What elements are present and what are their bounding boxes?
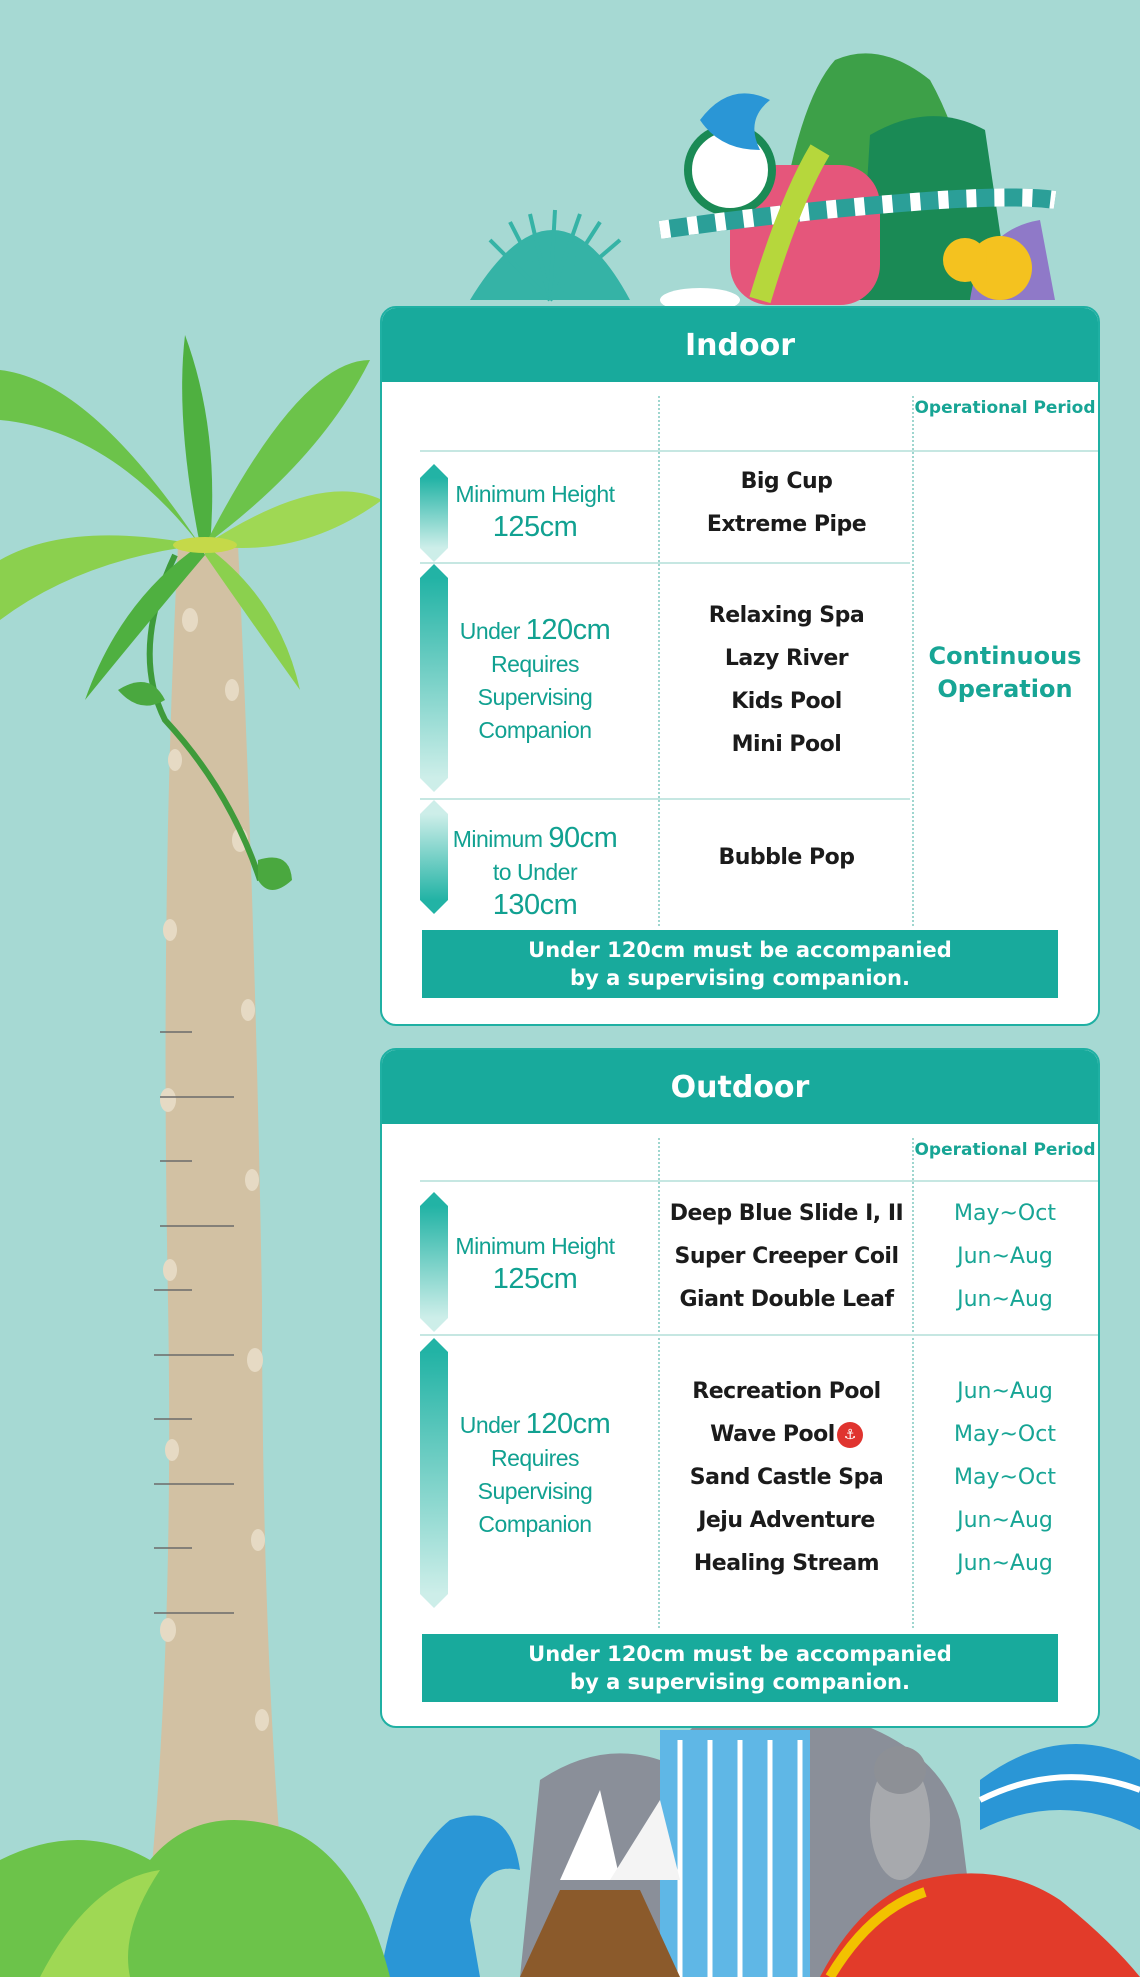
ride-name: Giant Double Leaf bbox=[679, 1287, 894, 1312]
ride-name: Mini Pool bbox=[731, 732, 842, 757]
height-requirement bbox=[452, 1408, 618, 1541]
ride-name: Extreme Pipe bbox=[706, 512, 867, 537]
ride-name: Jeju Adventure bbox=[698, 1508, 875, 1533]
ride-list bbox=[664, 1370, 909, 1585]
row-divider bbox=[420, 798, 910, 800]
row-divider bbox=[420, 450, 1098, 452]
ride-list bbox=[664, 1192, 909, 1321]
indoor-notice-banner bbox=[422, 930, 1058, 998]
operational-period: May~Oct bbox=[954, 1465, 1056, 1490]
ride-name: Recreation Pool bbox=[692, 1379, 881, 1404]
ride-name: Super Creeper Coil bbox=[674, 1244, 899, 1269]
row-divider bbox=[420, 562, 910, 564]
height-bar bbox=[420, 478, 448, 548]
continuous-operation: Continuous Operation bbox=[928, 642, 1082, 703]
ride-name: Deep Blue Slide I, II bbox=[669, 1201, 904, 1226]
ride-wave-pool bbox=[664, 1413, 909, 1456]
row-divider bbox=[420, 1334, 1098, 1336]
notice-line: Under 120cm must be accompanied bbox=[528, 938, 952, 962]
ride-name: Kids Pool bbox=[731, 689, 842, 714]
ride-name: Big Cup bbox=[740, 469, 833, 494]
operational-period: Jun~Aug bbox=[957, 1508, 1053, 1533]
notice-line: by a supervising companion. bbox=[570, 1670, 910, 1694]
notice-line: by a supervising companion. bbox=[570, 966, 910, 990]
height-requirement bbox=[452, 478, 618, 544]
height-value: 130cm bbox=[492, 889, 578, 921]
height-requirement bbox=[452, 822, 618, 923]
height-bar bbox=[420, 578, 448, 778]
height-value: 125cm bbox=[492, 511, 578, 543]
operational-period: Jun~Aug bbox=[957, 1244, 1053, 1269]
waterpark-top-illustration bbox=[470, 53, 1055, 312]
operational-period: May~Oct bbox=[954, 1201, 1056, 1226]
operational-period: Jun~Aug bbox=[957, 1287, 1053, 1312]
ride-name: Lazy River bbox=[724, 646, 849, 671]
ride-list bbox=[664, 594, 909, 766]
palm-trunk bbox=[140, 545, 292, 1977]
height-value: 120cm bbox=[525, 614, 611, 646]
outdoor-panel bbox=[380, 1048, 1100, 1728]
outdoor-period-header: Operational Period bbox=[914, 1140, 1096, 1160]
height-label-text: Under bbox=[459, 618, 520, 644]
height-label-text: Minimum bbox=[452, 826, 543, 852]
ride-list bbox=[664, 836, 909, 879]
height-label-note: Requires Supervising Companion bbox=[477, 651, 593, 743]
outdoor-notice-banner bbox=[422, 1634, 1058, 1702]
row-divider bbox=[420, 1180, 1098, 1182]
height-value: 90cm bbox=[548, 822, 618, 854]
ride-list bbox=[664, 460, 909, 546]
ride-name: Relaxing Spa bbox=[708, 603, 865, 628]
column-divider bbox=[658, 1138, 660, 1628]
height-label-text: Under bbox=[459, 1412, 520, 1438]
outdoor-title: Outdoor bbox=[382, 1050, 1098, 1124]
height-label-text: Minimum Height bbox=[455, 481, 615, 507]
ride-name: Sand Castle Spa bbox=[689, 1465, 884, 1490]
height-bar bbox=[420, 1352, 448, 1594]
ride-name: Bubble Pop bbox=[718, 845, 855, 870]
height-requirement bbox=[452, 614, 618, 747]
height-label-note: Requires Supervising Companion bbox=[477, 1445, 593, 1537]
indoor-period-header: Operational Period bbox=[914, 398, 1096, 418]
ride-name: Healing Stream bbox=[693, 1551, 880, 1576]
height-bar bbox=[420, 1206, 448, 1318]
height-requirement bbox=[452, 1230, 618, 1296]
operational-period: Jun~Aug bbox=[957, 1551, 1053, 1576]
period-list bbox=[912, 1192, 1098, 1321]
indoor-title: Indoor bbox=[382, 308, 1098, 382]
height-label-text: to Under bbox=[492, 859, 578, 885]
height-bar bbox=[420, 814, 448, 900]
height-value: 120cm bbox=[525, 1408, 611, 1440]
operational-period: May~Oct bbox=[954, 1422, 1056, 1447]
column-divider bbox=[658, 396, 660, 926]
ride-name: Wave Pool bbox=[710, 1422, 835, 1447]
operational-period: Jun~Aug bbox=[957, 1379, 1053, 1404]
notice-line: Under 120cm must be accompanied bbox=[528, 1642, 952, 1666]
indoor-panel bbox=[380, 306, 1100, 1026]
life-vest-icon: ⚓ bbox=[837, 1422, 863, 1448]
period-list bbox=[912, 1370, 1098, 1585]
height-label-text: Minimum Height bbox=[455, 1233, 615, 1259]
height-value: 125cm bbox=[492, 1263, 578, 1295]
